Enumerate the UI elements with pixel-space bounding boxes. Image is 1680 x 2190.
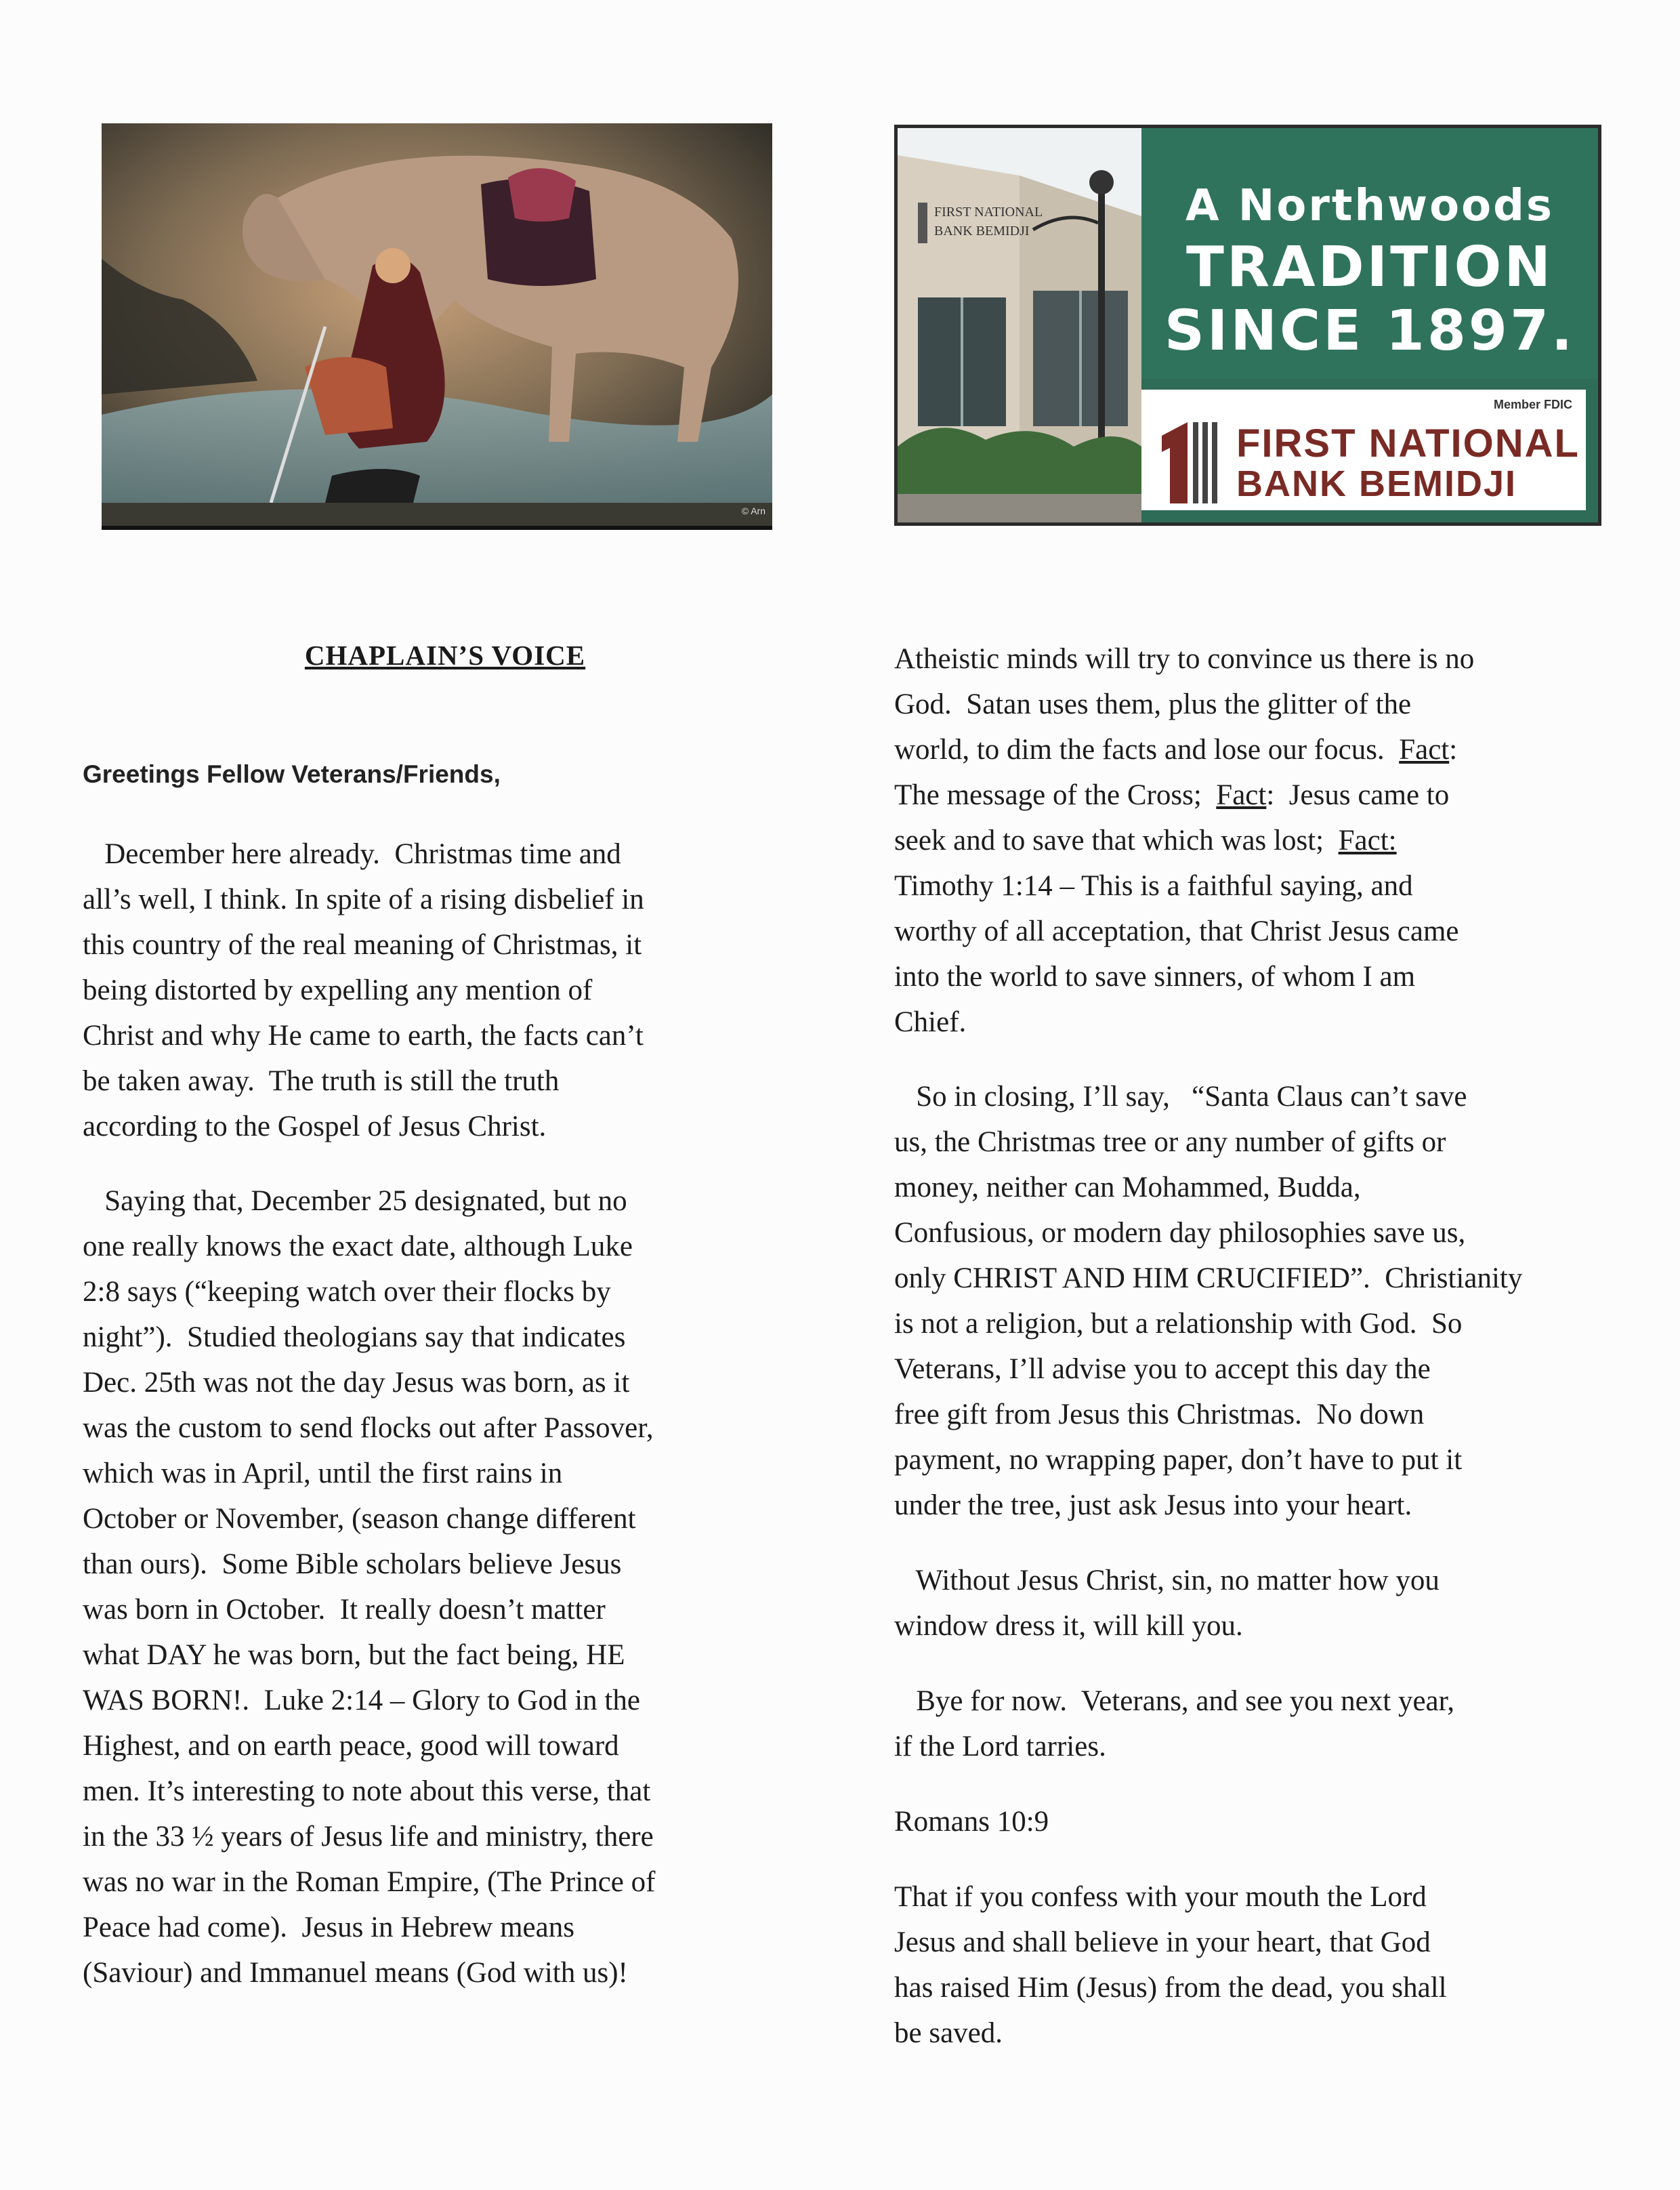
p2-line: in the 33 ½ years of Jesus life and ministry, there	[83, 1821, 654, 1853]
tagline-line3: SINCE 1897.	[1164, 299, 1576, 363]
painting-illustration	[102, 123, 772, 526]
p2-line: Peace had come). Jesus in Hebrew means	[83, 1912, 574, 1943]
p2-line: Highest, and on earth peace, good will toward	[83, 1730, 619, 1762]
bank-name-line1: FIRST NATIONAL	[1236, 421, 1580, 466]
bank-logo-icon	[1156, 422, 1224, 503]
p2-line: was born in October. It really doesn’t matter	[83, 1594, 606, 1626]
r2-line: payment, no wrapping paper, don’t have to put it	[894, 1444, 1463, 1476]
p1-line: this country of the real meaning of Christmas, it	[83, 929, 642, 961]
tagline-line2: TRADITION	[1186, 235, 1553, 299]
r2-line: money, neither can Mohammed, Budda,	[894, 1172, 1361, 1203]
r2-line: Veterans, I’ll advise you to accept this day the	[894, 1353, 1431, 1385]
p2-line: one really knows the exact date, although Luke	[83, 1231, 633, 1262]
r2-line: free gift from Jesus this Christmas. No down	[894, 1399, 1425, 1430]
p2-line: night”). Studied theologians say that indicates	[83, 1321, 626, 1353]
r1-text: : Jesus came to	[1266, 779, 1450, 811]
p1-line: all’s well, I think. In spite of a rising disbelief in	[83, 884, 644, 915]
p2-line: what DAY he was born, but the fact being, HE	[83, 1639, 625, 1671]
r2-line: Confusious, or modern day philosophies save us,	[894, 1217, 1466, 1249]
member-fdic: Member FDIC	[1493, 398, 1572, 411]
p1-line: according to the Gospel of Jesus Christ.	[83, 1111, 547, 1142]
p1-line: Christ and why He came to earth, the facts can’t	[83, 1020, 644, 1052]
r3-line: window dress it, will kill you.	[894, 1610, 1243, 1642]
bank-tagline-panel	[1141, 128, 1598, 379]
r1-line	[894, 728, 1457, 773]
r6-line: That if you confess with your mouth the Lord	[894, 1881, 1427, 1913]
building-sign-line1: FIRST NATIONAL	[934, 205, 1043, 220]
r4-line: if the Lord tarries.	[894, 1731, 1106, 1762]
bank-advertisement	[894, 125, 1601, 526]
p2-line: WAS BORN!. Luke 2:14 – Glory to God in the	[83, 1685, 640, 1716]
fact-label: Fact:	[1338, 825, 1397, 856]
r3-line: Without Jesus Christ, sin, no matter how you	[894, 1565, 1440, 1596]
r2-line: only CHRIST AND HIM CRUCIFIED”. Christianity	[894, 1262, 1523, 1294]
r1-line: worthy of all acceptation, that Christ Jesus came	[894, 915, 1459, 947]
bank-building-photo	[898, 128, 1141, 522]
r1-text: seek and to save that which was lost;	[894, 825, 1339, 856]
r2-line: is not a religion, but a relationship with God. So	[894, 1308, 1463, 1340]
p2-line: Dec. 25th was not the day Jesus was born, as it	[83, 1367, 630, 1399]
r1-line: Atheistic minds will try to convince us there is no	[894, 643, 1475, 675]
article-heading: CHAPLAIN’S VOICE	[304, 640, 586, 671]
p2-line: which was in April, until the first rains in	[83, 1458, 563, 1489]
p1-line: December here already. Christmas time and	[83, 838, 621, 870]
p1-line: be taken away. The truth is still the truth	[83, 1065, 560, 1097]
r4-line: Bye for now. Veterans, and see you next year,	[894, 1685, 1454, 1717]
p2-line: was the custom to send flocks out after Passover,	[83, 1412, 654, 1444]
r1-line: into the world to save sinners, of whom I am	[894, 961, 1416, 993]
scripture-reference: Romans 10:9	[894, 1806, 1049, 1838]
p1-line: being distorted by expelling any mention of	[83, 974, 593, 1006]
colon: :	[1449, 734, 1458, 766]
r1-line: Chief.	[894, 1006, 967, 1038]
r6-line: has raised Him (Jesus) from the dead, you shall	[894, 1972, 1447, 2004]
r1-line	[894, 773, 1449, 819]
r2-line: us, the Christmas tree or any number of gifts or	[894, 1126, 1446, 1158]
r2-line: So in closing, I’ll say, “Santa Claus can’t save	[894, 1081, 1467, 1113]
bank-name-line2: BANK BEMIDJI	[1236, 463, 1517, 504]
fact-label: Fact	[1399, 734, 1450, 766]
r6-line: be saved.	[894, 2017, 1003, 2049]
r6-line: Jesus and shall believe in your heart, that God	[894, 1926, 1431, 1958]
tagline-line1: A Northwoods	[1185, 181, 1555, 231]
r2-line: under the tree, just ask Jesus into your heart.	[894, 1489, 1412, 1521]
p2-line: men. It’s interesting to note about this verse, that	[83, 1775, 651, 1807]
painting-image	[102, 123, 772, 530]
fact-label: Fact	[1216, 779, 1267, 811]
greeting: Greetings Fellow Veterans/Friends,	[83, 760, 501, 788]
building-sign-line2: BANK BEMIDJI	[934, 224, 1030, 239]
bank-logo-panel	[1141, 390, 1586, 510]
p2-line: than ours). Some Bible scholars believe Jesus	[83, 1548, 622, 1580]
r1-text: The message of the Cross;	[894, 779, 1217, 811]
r1-line: God. Satan uses them, plus the glitter of the	[894, 688, 1412, 720]
p2-line: 2:8 says (“keeping watch over their flocks by	[83, 1276, 611, 1308]
r1-line	[894, 819, 1397, 864]
p2-line: Saying that, December 25 designated, but no	[83, 1185, 627, 1217]
painting-caption: © Arn	[741, 505, 765, 516]
p2-line: (Saviour) and Immanuel means (God with us)!	[83, 1957, 628, 1989]
p2-line: was no war in the Roman Empire, (The Prince of	[83, 1866, 656, 1898]
r1-text: world, to dim the facts and lose our focus.	[894, 734, 1400, 766]
r1-line: Timothy 1:14 – This is a faithful saying, and	[894, 870, 1413, 902]
p2-line: October or November, (season change different	[83, 1503, 636, 1535]
